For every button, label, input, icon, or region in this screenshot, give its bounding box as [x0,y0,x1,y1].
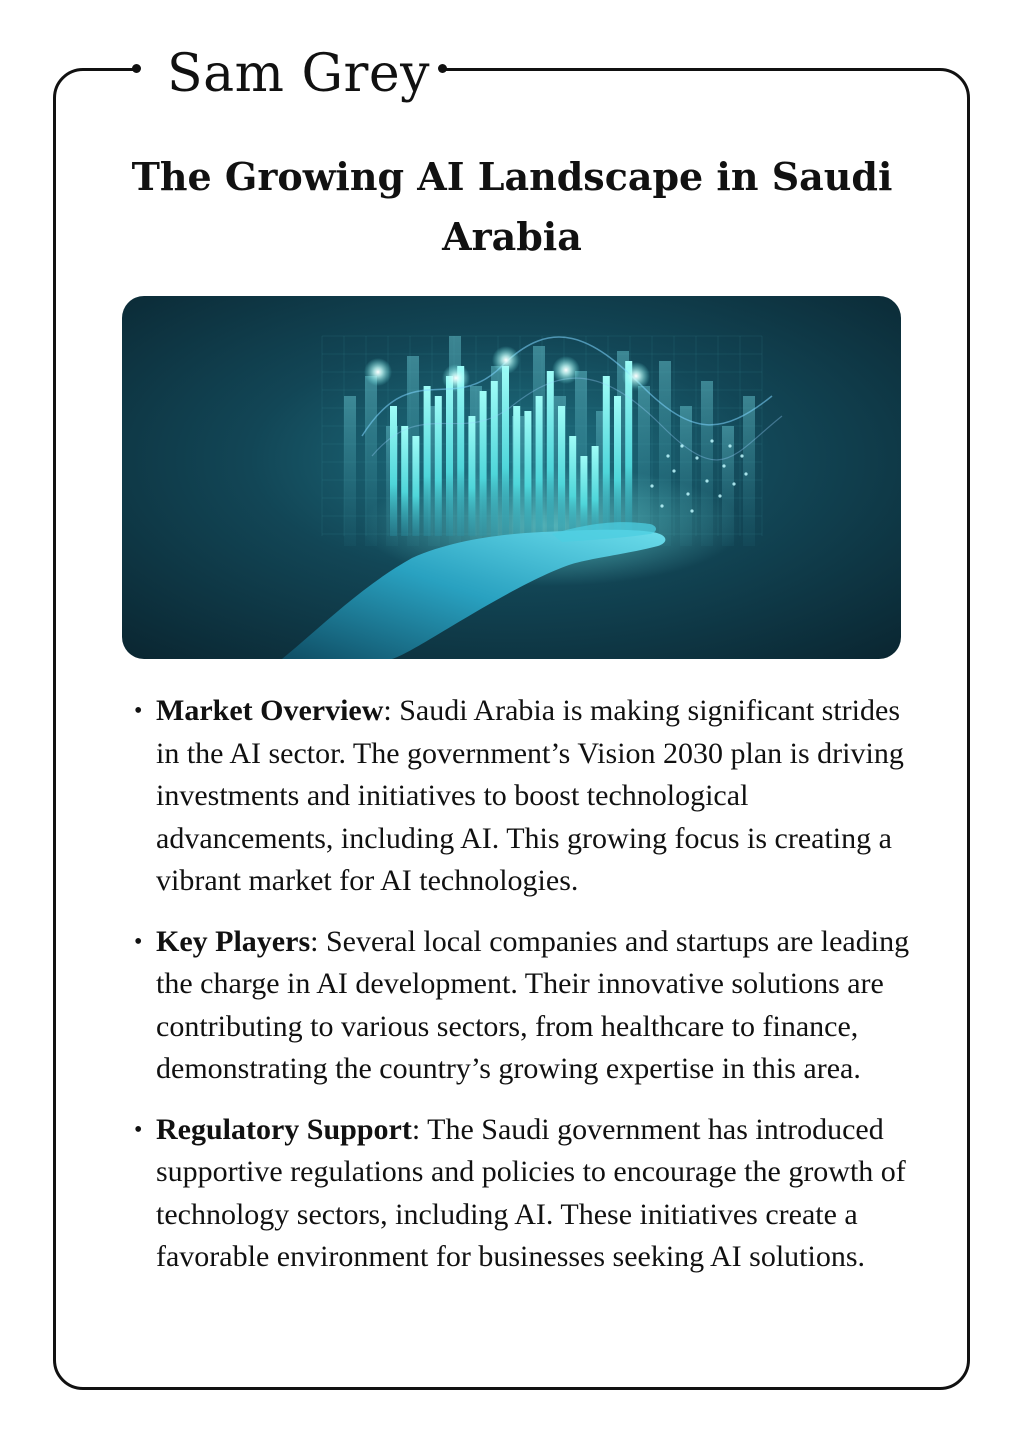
glowing-bar [390,406,397,536]
glowing-bar [468,416,475,536]
bullet-text: : Saudi Arabia is making significant strides in the AI sector. The government’s Vision 2030 plan is driving investments and initiatives to boost technological advancements, including AI. This growing focus is creating a vibrant market for AI technologies. [156,694,904,897]
glowing-bar [424,386,431,536]
bullet-icon: • [134,1116,143,1143]
ghost-bar [743,396,755,546]
bullet-key-players [120,921,930,1091]
bullet-icon: • [134,928,143,955]
glowing-bar [480,391,487,536]
glowing-bar [524,411,531,536]
sparkle [686,492,689,495]
glowing-bar [603,376,610,536]
right-ornament-dot [438,64,447,73]
glowing-bar [558,406,565,536]
sparkle [718,494,721,497]
sparkle [744,472,747,475]
bullet-term: Regulatory Support [156,1112,412,1146]
glowing-bar [435,396,442,536]
glow-point [442,364,470,392]
sparkle [680,444,683,447]
bullet-text: : The Saudi government has introduced supportive regulations and policies to encourage the growth of technology sectors, including AI. These initiatives create a favorable environment for businesses seeking AI solutions. [156,1112,906,1273]
glowing-bar [592,446,599,536]
bullet-text: : Several local companies and startups are leading the charge in AI development. Their innovative solutions are contributing to various sectors, from healthcare to finance, demonstrating the country’s growing expertise in this area. [156,924,910,1085]
bullet-market-overview [120,690,930,903]
ghost-bar [344,396,356,546]
hand-with-glowing-bar-chart-icon [122,296,901,659]
glowing-bar [446,376,453,536]
glowing-bar [401,426,408,536]
sparkle [660,504,663,507]
sparkle [705,479,708,482]
left-ornament-dot [132,64,141,73]
bullet-term: Market Overview [156,694,384,727]
bullet-list [120,690,930,1297]
sparkle [728,444,731,447]
sparkle [690,509,693,512]
glow-point [622,362,650,390]
glowing-bar [580,456,587,536]
glowing-bar [569,436,576,536]
sparkle [710,439,713,442]
sparkle [666,454,669,457]
author-name: Sam Grey [167,44,431,104]
sparkle [732,482,735,485]
sparkle [672,469,675,472]
bullet-icon: • [134,698,143,724]
glowing-bar [513,406,520,536]
glowing-bar [536,396,543,536]
glowing-bar [491,381,498,536]
bullet-regulatory-support [120,1109,930,1279]
hero-image [122,296,901,659]
sparkle [722,464,725,467]
glowing-bar [614,396,621,536]
sparkle [650,484,653,487]
page-title: The Growing AI Landscape in Saudi Arabia [131,154,893,259]
glow-point [492,346,520,374]
glowing-bar [502,366,509,536]
glow-point [552,356,580,384]
sparkle [740,454,743,457]
bullet-term: Key Players [156,924,311,958]
glowing-bar [412,436,419,536]
glowing-bar [547,371,554,536]
glow-point [364,358,392,386]
sparkle [695,456,698,459]
